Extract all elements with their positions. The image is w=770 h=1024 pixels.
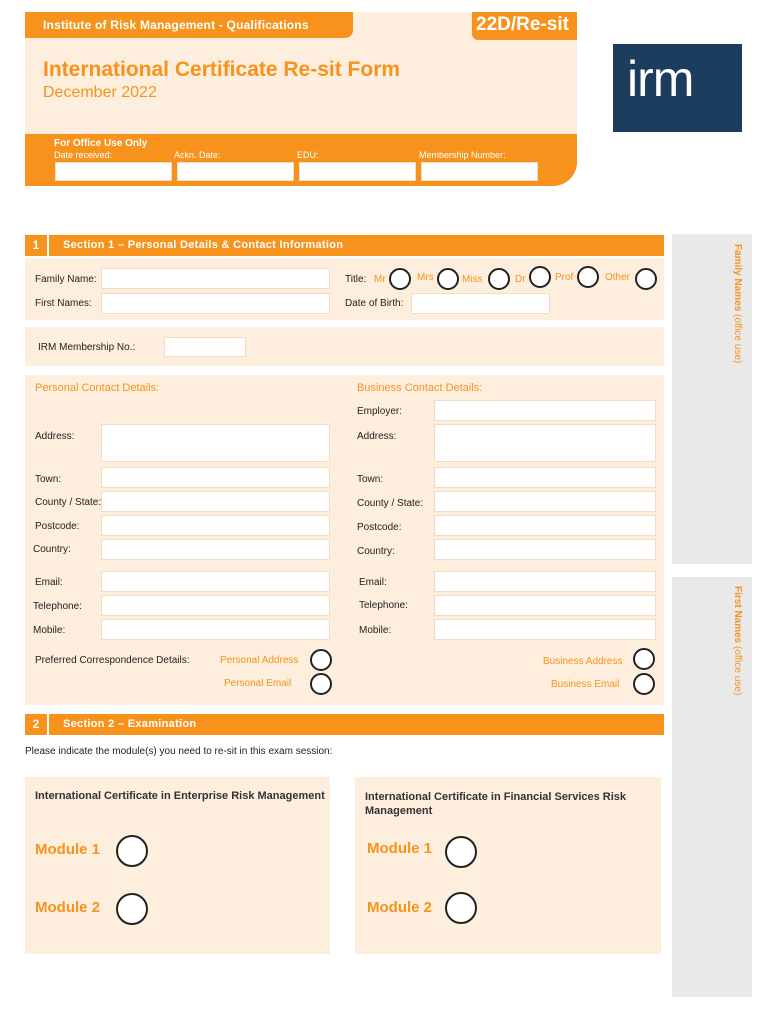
section1-title: Section 1 – Personal Details & Contact Information	[63, 239, 344, 251]
title-mr-radio[interactable]	[389, 268, 411, 290]
title-miss-radio[interactable]	[488, 268, 510, 290]
personal-town-field[interactable]	[101, 467, 330, 488]
membership-label: IRM Membership No.:	[38, 342, 136, 353]
enterprise-cert-title: International Certificate in Enterprise Risk Management	[35, 790, 325, 802]
financial-module1-radio[interactable]	[445, 836, 477, 868]
title-other-radio[interactable]	[635, 268, 657, 290]
financial-module1-label: Module 1	[367, 840, 433, 857]
personal-telephone-label: Telephone:	[33, 601, 82, 612]
business-telephone-label: Telephone:	[359, 600, 408, 611]
side-family-names-label: Family Names (office use)	[732, 244, 743, 364]
family-name-label: Family Name:	[35, 274, 97, 285]
personal-country-field[interactable]	[101, 539, 330, 560]
title-option-other-label: Other	[605, 272, 631, 283]
section2-number: 2	[25, 714, 49, 735]
irm-logo-text: irm	[627, 51, 694, 107]
title-option-prof-label: Prof	[555, 272, 574, 283]
title-option-dr-label: Dr	[515, 274, 526, 285]
business-email-radio[interactable]	[633, 673, 655, 695]
enterprise-module1-radio[interactable]	[116, 835, 148, 867]
business-email-field[interactable]	[434, 571, 656, 592]
business-country-field[interactable]	[434, 539, 656, 560]
irm-logo	[613, 44, 742, 132]
title-label: Title:	[345, 274, 367, 285]
personal-address-label: Address:	[35, 431, 75, 442]
page-title: International Certificate Re-sit Form	[43, 58, 401, 81]
personal-email-radio[interactable]	[310, 673, 332, 695]
membership-field[interactable]	[164, 337, 246, 357]
office-date-received-label: Date received:	[54, 150, 113, 160]
first-names-field[interactable]	[101, 293, 330, 314]
personal-email-label: Email:	[35, 577, 63, 588]
title-option-mrs-label: Mrs	[417, 272, 434, 283]
personal-email-option-label: Personal Email	[224, 678, 292, 689]
business-mobile-field[interactable]	[434, 619, 656, 640]
business-county-field[interactable]	[434, 491, 656, 512]
business-email-option-label: Business Email	[551, 679, 620, 690]
enterprise-module2-label: Module 2	[35, 899, 101, 916]
personal-email-field[interactable]	[101, 571, 330, 592]
personal-postcode-field[interactable]	[101, 515, 330, 536]
office-membership-label: Membership Number:	[419, 150, 506, 160]
section1-header	[25, 235, 664, 256]
business-telephone-field[interactable]	[434, 595, 656, 616]
office-ackn-date-field[interactable]	[177, 162, 294, 181]
form-code: 22D/Re-sit	[476, 14, 569, 35]
office-ackn-date-label: Ackn. Date:	[174, 150, 221, 160]
business-postcode-label: Postcode:	[357, 522, 402, 533]
personal-address-option-label: Personal Address	[220, 655, 299, 666]
section2-title: Section 2 – Examination	[63, 718, 197, 730]
office-edu-label: EDU:	[297, 150, 319, 160]
enterprise-cert-panel	[25, 777, 330, 954]
personal-telephone-field[interactable]	[101, 595, 330, 616]
business-mobile-label: Mobile:	[359, 625, 392, 636]
office-edu-field[interactable]	[299, 162, 416, 181]
office-date-received-field[interactable]	[55, 162, 172, 181]
personal-address-radio[interactable]	[310, 649, 332, 671]
business-address-field[interactable]	[434, 424, 656, 462]
business-contact-heading: Business Contact Details:	[357, 382, 483, 394]
personal-contact-heading: Personal Contact Details:	[35, 382, 160, 394]
title-prof-radio[interactable]	[577, 266, 599, 288]
title-option-miss-label: Miss	[462, 274, 483, 285]
dob-label: Date of Birth:	[345, 298, 404, 309]
personal-postcode-label: Postcode:	[35, 521, 80, 532]
org-banner-text: Institute of Risk Management - Qualifications	[43, 18, 309, 32]
personal-county-field[interactable]	[101, 491, 330, 512]
financial-module2-label: Module 2	[367, 899, 433, 916]
side-first-names-label: First Names (office use)	[732, 586, 743, 696]
form-code-badge	[472, 12, 577, 40]
business-town-field[interactable]	[434, 467, 656, 488]
family-name-field[interactable]	[101, 268, 330, 289]
title-option-mr-label: Mr	[374, 274, 386, 285]
business-address-radio[interactable]	[633, 648, 655, 670]
page-subtitle: December 2022	[43, 84, 157, 101]
employer-label: Employer:	[357, 406, 403, 417]
personal-county-label: County / State:	[35, 497, 102, 508]
org-banner	[25, 12, 353, 38]
section1-number: 1	[25, 235, 49, 256]
enterprise-module1-label: Module 1	[35, 841, 101, 858]
financial-cert-title: International Certificate in Financial Services Risk Management	[365, 791, 627, 817]
business-employer-field[interactable]	[434, 400, 656, 421]
personal-country-label: Country:	[33, 544, 71, 555]
office-use-heading: For Office Use Only	[54, 138, 148, 149]
section2-header	[25, 714, 664, 735]
personal-town-label: Town:	[35, 474, 62, 485]
business-town-label: Town:	[357, 474, 384, 485]
title-mrs-radio[interactable]	[437, 268, 459, 290]
personal-address-field[interactable]	[101, 424, 330, 462]
business-county-label: County / State:	[357, 498, 424, 509]
dob-field[interactable]	[411, 293, 550, 314]
enterprise-module2-radio[interactable]	[116, 893, 148, 925]
business-country-label: Country:	[357, 546, 395, 557]
personal-mobile-label: Mobile:	[33, 625, 66, 636]
office-membership-field[interactable]	[421, 162, 538, 181]
title-dr-radio[interactable]	[529, 266, 551, 288]
preferred-correspondence-label: Preferred Correspondence Details:	[35, 655, 190, 666]
financial-module2-radio[interactable]	[445, 892, 477, 924]
business-address-option-label: Business Address	[543, 656, 623, 667]
business-email-label: Email:	[359, 577, 387, 588]
section2-instruction: Please indicate the module(s) you need to re-sit in this exam session:	[25, 746, 333, 757]
personal-mobile-field[interactable]	[101, 619, 330, 640]
first-names-label: First Names:	[35, 298, 92, 309]
business-address-label: Address:	[357, 431, 397, 442]
business-postcode-field[interactable]	[434, 515, 656, 536]
